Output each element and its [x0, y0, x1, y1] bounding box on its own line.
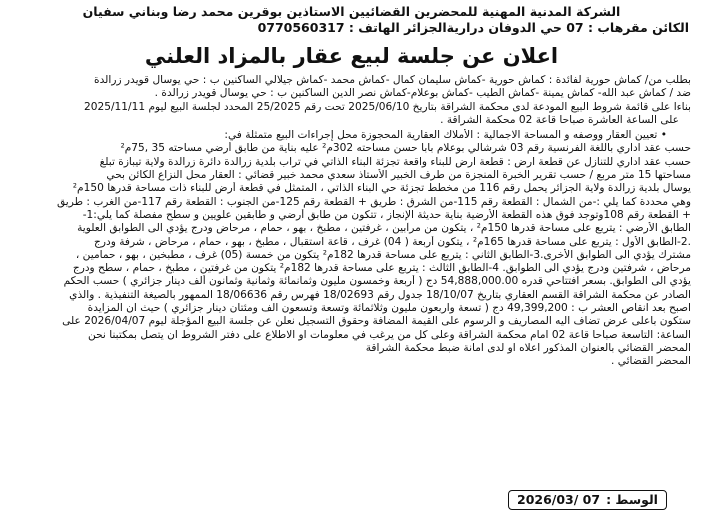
notice-property-description [12, 142, 691, 355]
body-line: بناءا على قائمة شروط البيع المودعة لدى محكمة الشراقة بتاريخ 2025/06/10 تحت رقم 25/2025 المحدد لجلسة البيع ليوم 2025/11/11 [84, 100, 691, 113]
body-line: ستكون باعلى عرض تضاف اليه المصاريف و الرسوم على القيمة المضافة وحقوق التسجيل نعلن عن جلسة البيع المؤجلة ليوم 2026/04/07 على [62, 315, 691, 328]
header-firm-name: الشركة المدنية المهنية للمحضرين القضائيين الاستاذين بوقرين محمد رضا وبناني سفيان [82, 4, 621, 19]
notice-signature [12, 355, 691, 368]
footer-publication-date: 2026/03/ 07 [517, 492, 601, 507]
body-line: يؤدي الى الطوابق. بسعر افتتاحي قدره 54,888,000.00 دج ( أربعة وخمسون مليون وثمانمائة وثمانية وثمانون ألف دينار جزائري ) حسب الحكم [63, 275, 691, 288]
body-line: الساعة: التاسعة صباحا قاعة 02 امام محكمة الشراقة وعلى كل من يرغب في معلومات او الاطلاع على دفتر الشروط ان يتصل بمكتبنا نحن [88, 328, 691, 341]
header-address-phone: الكائن مقرهاب : 07 حي الدوفان دراريةالجزائر الهاتف : 0770560317 [257, 20, 689, 35]
notice-parties [12, 74, 691, 127]
body-line: الصادر عن محكمة الشراقة القسم العقاري بتاريخ 18/10/07 جدول رقم 18/02693 فهرس رقم 18/06636 الممهور بالصيغة التنفيذية . والذي [69, 288, 691, 301]
notice-body [12, 74, 691, 369]
body-line: + القطعة رقم 108وتوجد فوق هذه القطعة الأرضية بناية حديثة الإنجاز ، تتكون من طابق أرضي و طابقين علويين و سطح مفصلة كما يلي:1- [82, 208, 691, 221]
body-line: الطابق الأرضي : يتربع على مساحة قدرها 150م² ، يتكون من مرآبين ، غرفتين ، مطبخ ، بهو ، حمام ، مرحاض ودرج يؤدي الى الطوابق العلوية [77, 222, 691, 235]
body-line: مشترك يؤدي الى الطوابق الأخرى.3-الطابق الثاني : يتربع على مساحة قدرها 182م² يتكون من خمسة (05) غرف ، مطبخين ، بهو ، حمامين ، [75, 248, 691, 261]
footer-publication-box [508, 490, 667, 510]
body-line: حسب عقد اداري للتنازل عن قطعة ارض : قطعة ارض للبناء واقعة تجزئة البناء الذاتي في تراب بلدية زرالدة دائرة زرالدة ولاية تيبازة تبلغ [99, 155, 691, 168]
footer-newspaper-label: الوسط : [606, 492, 658, 507]
body-line: يوسال بلدية زرالدة ولاية الجزائر يحمل رقم 116 من مخطط تجزئة حي البناء الذاتي ، المتمثل في قطعة أرض للبناء ذات مساحة قدرها 150م² [72, 182, 691, 195]
body-line: المحضر القضائي بالعنوان المذكور اعلاه او لدى امانة ضبط محكمة الشراقة [365, 341, 691, 354]
body-line: • تعيين العقار ووصفه و المساحة الاجمالية : الأملاك العقارية المحجوزة محل إجراءات البيع متمثلة في: [224, 129, 667, 142]
body-line: مساحتها 15 متر مربع / حسب تقرير الخبرة المنجزة من طرف الخبير الأستاذ سعدي محمد خبير قضائي : العقار محل النزاع الكائن بحي [106, 169, 691, 182]
body-line: مرحاض ، شرفتين ودرج يؤدي الى الطوابق. 4-الطابق الثالث : يتربع على مساحة قدرها 182م² يتكون من غرفتين ، مطبخ ، حمام ، سطح ودرج [72, 262, 691, 275]
notice-property-heading [12, 129, 691, 142]
body-line: بطلب من/ كماش حورية لفائدة : كماش حورية -كماش سليمان كمال -كماش محمد -كماش جيلالي الساكنين ب : حي يوسال قويدر زرالدة [94, 74, 691, 86]
body-line: حسب عقد اداري باللغة الفرنسية رقم 03 شرشالي بوعلام بابا حسن مساحته 302م² عليه بناية من طابق أرضي مساحته 35 ,75م² [120, 142, 691, 155]
signature-line: المحضر القضائي . [611, 355, 691, 368]
notice-title: اعلان عن جلسة لبيع عقار بالمزاد العلني [144, 44, 559, 68]
body-line: .2-الطابق الأول : يتربع على مساحة قدرها 165م² ، يتكون أربعة ( 04) غرف ، قاعة استقبال ، مطبخ ، بهو ، حمام ، مرحاض ، شرفة ودرج [94, 235, 691, 248]
body-line: ضد / كماش عبد الله- كماش يمينة -كماش الطيب -كماش بوعلام-كماش نصر الدين الساكنين ب : حي يوسال قويدر زرالدة . [154, 87, 691, 100]
body-line: اصبح بعد انقاص العشر ب : 49,399,200 دج ( تسعة واربعون مليون وثلاثمائة وتسعة وتسعون الف ومئتان دينار جزائري ) حيث ان المزايدة [87, 302, 691, 315]
body-line: على الساعة العاشرة صباحا قاعة 02 محكمة الشراقة . [440, 113, 679, 126]
body-line: وهي محددة كما يلي :-من الشمال : القطعة رقم 115-من الشرق : طريق + القطعة رقم 125-من الجنوب : القطعة رقم 117-من الغرب : طريق [56, 195, 691, 208]
